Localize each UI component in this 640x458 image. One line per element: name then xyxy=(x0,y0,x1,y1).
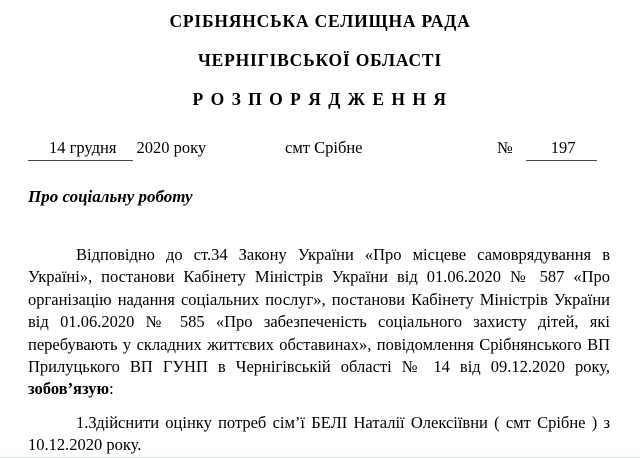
document-header xyxy=(0,0,640,109)
document-meta-line xyxy=(0,138,640,160)
document-place: смт Срібне xyxy=(285,138,363,157)
organization-name: СРІБНЯНСЬКА СЕЛИЩНА РАДА xyxy=(169,11,471,31)
obligate-keyword: зобов’язую xyxy=(28,379,110,399)
number-underlined-value: 197 xyxy=(526,138,597,161)
date-underlined-value: 14 грудня xyxy=(28,138,133,161)
preamble-text: Відповідно до ст.34 Закону України «Про місцеве самоврядування в Україні», постанови Кабінету Міністрів України від 01.06.2020 № 587 «Про організацію надання соціальних послуг», постанови Кабінету Міністрів України від 01.06.2020 № 585 «Про забезпеченість соціального захисту дітей, які перебувають у складних життєвих обставинах», повідомлення Срібнянського ВП Прилуцького ВП ГУНП в Чернігівській області № 14 від 09.12.2020 року, xyxy=(28,245,610,377)
order-item-1: 1.Здійснити оцінку потреб сім’ї БЕЛІ Наталії Олексіївни ( смт Срібне ) з 10.12.2020 року. xyxy=(28,412,610,455)
document-date xyxy=(28,138,206,161)
preamble-colon: : xyxy=(109,379,114,399)
document-type-title: Р О З П О Р Я Д Ж Е Н Н Я xyxy=(192,89,448,109)
region-name: ЧЕРНІГІВСЬКОЇ ОБЛАСТІ xyxy=(198,50,442,70)
date-year-label: 2020 року xyxy=(136,138,207,157)
number-sign: № xyxy=(497,138,513,157)
document-subject: Про соціальну роботу xyxy=(28,187,193,206)
preamble-paragraph xyxy=(28,244,610,401)
document-number xyxy=(497,138,597,161)
document-body xyxy=(28,244,610,457)
